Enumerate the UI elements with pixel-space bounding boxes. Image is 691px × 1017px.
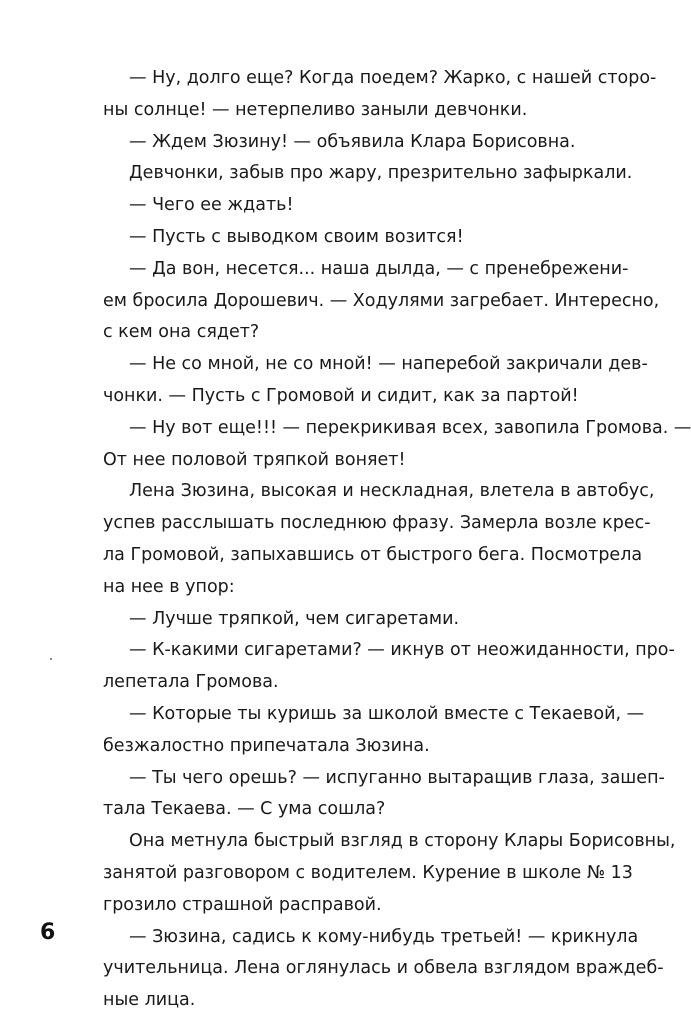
page-number: 6 [40, 920, 56, 945]
text-line: — Ну вот еще!!! — перекрикивая всех, завопила Громова. — [129, 417, 691, 438]
text-line: — Пусть с выводком своим возится! [129, 226, 464, 247]
text-line: с кем она сядет? [103, 322, 260, 343]
text-line: занятой разговором с водителем. Курение в школе № 13 [103, 862, 633, 883]
text-line: ла Громовой, запыхавшись от быстрого бега. Посмотрела [103, 544, 643, 565]
text-line: — Ждем Зюзину! — объявила Клара Борисовна. [129, 131, 576, 152]
text-line: чонки. — Пусть с Громовой и сидит, как за партой! [103, 385, 579, 406]
text-line: — Ты чего орешь? — испуганно вытаращив глаза, зашеп- [129, 767, 665, 788]
text-line: От нее половой тряпкой воняет! [103, 449, 406, 470]
text-line: грозило страшной расправой. [103, 894, 382, 915]
text-line: — Зюзина, садись к кому-нибудь третьей! — крикнула [129, 926, 639, 947]
text-line: Она метнула быстрый взгляд в сторону Клары Борисовны, [129, 831, 676, 852]
text-line: лепетала Громова. [103, 672, 279, 693]
text-line: безжалостно припечатала Зюзина. [103, 735, 430, 756]
text-line: ны солнце! — нетерпеливо заныли девчонки. [103, 99, 528, 120]
text-line: учительница. Лена оглянулась и обвела взглядом враждеб- [103, 958, 664, 979]
text-line: Девчонки, забыв про жару, презрительно зафыркали. [129, 163, 633, 184]
text-line: — Не со мной, не со мной! — наперебой закричали дев- [129, 354, 648, 375]
text-line: — Ну, долго еще? Когда поедем? Жарко, с нашей сторо- [129, 68, 657, 88]
text-line: — Чего ее ждать! [129, 195, 294, 216]
body-text [103, 63, 691, 1017]
text-line: ные лица. [103, 990, 196, 1011]
text-line: тала Текаева. — С ума сошла? [103, 799, 386, 820]
text-line: Лена Зюзина, высокая и нескладная, влетела в автобус, [129, 481, 655, 502]
text-line: — Лучше тряпкой, чем сигаретами. [129, 608, 460, 629]
text-line: успев расслышать последнюю фразу. Замерла возле крес- [103, 513, 651, 534]
text-line: — Которые ты куришь за школой вместе с Текаевой, — [129, 703, 645, 724]
text-line: на нее в упор: [103, 576, 235, 597]
text-line: — Да вон, несется... наша дылда, — с пренебрежени- [129, 258, 629, 279]
text-line: ем бросила Дорошевич. — Ходулями загребает. Интересно, [103, 290, 660, 311]
text-line: — К-какими сигаретами? — икнув от неожиданности, про- [129, 640, 675, 661]
print-speck [50, 658, 52, 660]
